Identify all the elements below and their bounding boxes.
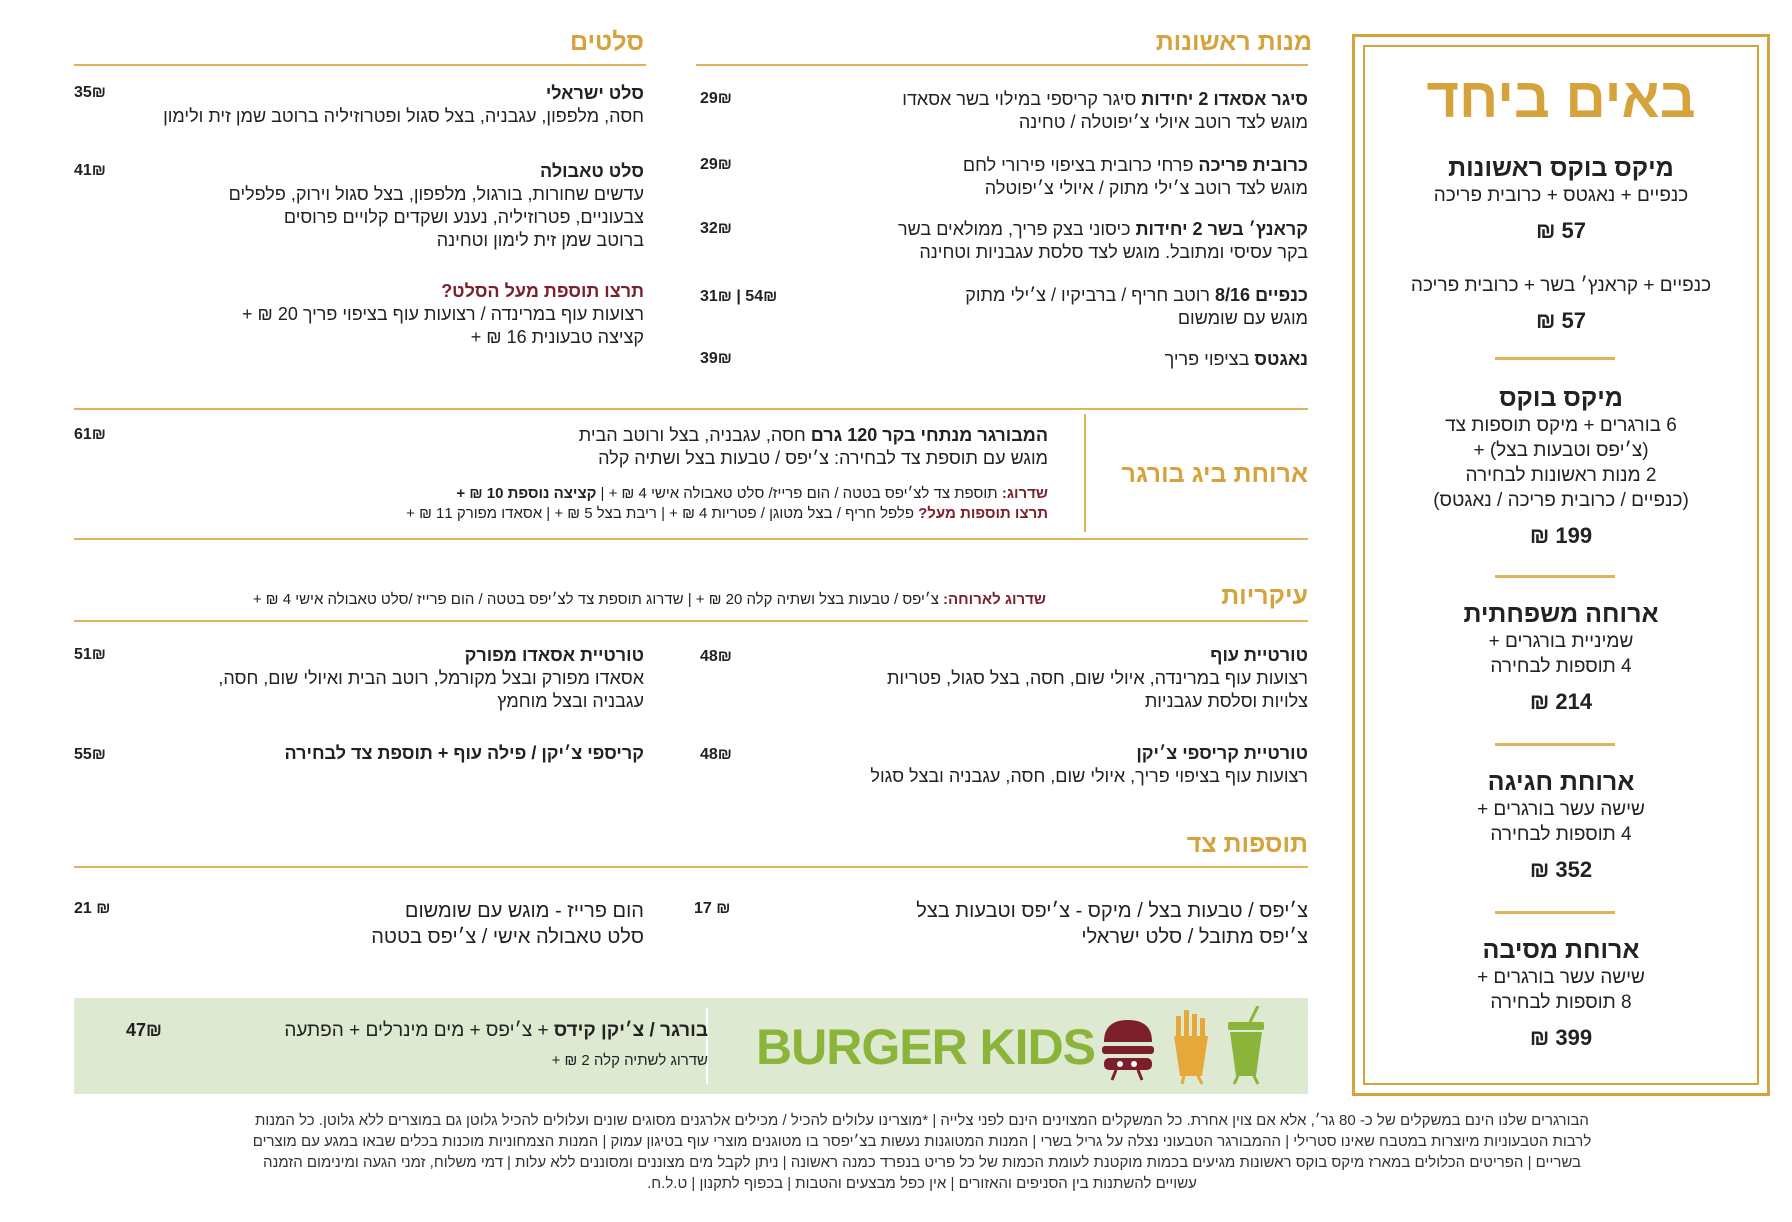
- kids-price: 47₪: [126, 1020, 162, 1040]
- upgrade-text: תוספת צד לצ׳יפס בטטה / הום פרייז/ סלט טאבולה אישי 4 ₪ + |: [596, 485, 1002, 502]
- item-name: קריספי צ׳יקן / פילה עוף + תוספת צד לבחירה: [284, 743, 644, 763]
- item-desc: עגבניה ובצל מוחמץ: [497, 691, 644, 711]
- combo-line: 2 מנות ראשונות לבחירה: [1465, 465, 1657, 486]
- starter-item: [788, 284, 1308, 330]
- salad-item: [84, 82, 644, 128]
- extras-label: תרצו תוספות מעל?: [918, 505, 1048, 522]
- item-price: 29₪: [700, 156, 732, 173]
- kids-offer-rest: + צ׳יפס + מים מינרלים + הפתעה: [284, 1020, 554, 1041]
- combos-title: באים ביחד: [1426, 66, 1696, 129]
- footer-line: בשריים | הפריטים הכלולים במארז מיקס בוקס ראשונות מגיעים בכמות מוקטנת לעומת הכמות של כל פריט בנפרד כמנה ראשונה | ניתן לקבל מים מצוננים ומסוננים ללא עלות | דמי משלוח, זמני הגעה ומינימום הזמנה: [263, 1154, 1581, 1171]
- currency-symbol: ₪: [1529, 689, 1550, 714]
- kids-upgrade: שדרוג לשתיה קלה 2 ₪ +: [551, 1052, 708, 1069]
- item-desc: סיגר קריספי במילוי בשר אסאדו: [902, 89, 1142, 109]
- upgrade-bold: קציצה נוספת 10 ₪ +: [456, 485, 597, 502]
- starter-item: [708, 218, 1308, 264]
- currency-symbol: ₪: [1529, 523, 1550, 548]
- burger-upgrades: [188, 484, 1048, 524]
- burger-top-rule: [74, 408, 1308, 410]
- item-desc: רצועות עוף במרינדה, איולי שום, חסה, בצל סגול, פטריות: [887, 668, 1308, 688]
- footer-line: עשויים להשתנות בין הסניפים והאזורים | אין כפל מבצעים והטבות | בכפוף לתקנון | ט.ל.ח.: [647, 1175, 1197, 1192]
- combo-separator: [1495, 575, 1615, 578]
- item-desc: בקר עסיסי ומתובל. מוגש לצד סלסת עגבניות וטחינה: [919, 242, 1308, 262]
- burger-bottom-rule: [74, 538, 1308, 540]
- main-item: [708, 742, 1308, 788]
- combo-line: 4 תוספות לבחירה: [1490, 824, 1632, 845]
- item-name: טורטיית עוף: [1210, 645, 1308, 665]
- item-name: המבורגר מנתחי בקר 120 גרם: [810, 425, 1048, 445]
- item-desc: חסה, עגבניה, בצל ורוטב הבית: [578, 425, 811, 445]
- starter-item: [708, 154, 1308, 200]
- combo-name: ארוחת חגיגה: [1487, 768, 1635, 796]
- item-desc: צבעוניים, פטרוזיליה, נענע ושקדים קלויים פרוסים: [283, 207, 644, 227]
- item-name: קראנץ׳ בשר 2 יחידות: [1135, 219, 1308, 239]
- item-desc: רצועות עוף בציפוי פריך, איולי שום, חסה, עגבניה ובצל סגול: [870, 766, 1308, 786]
- combo-price-value: 57: [1561, 308, 1587, 333]
- item-desc: בציפוי פריך: [1164, 349, 1255, 369]
- combos-title-block: [1355, 63, 1767, 133]
- item-desc: מוגש לצד רוטב איולי צ׳יפוטלה / טחינה: [1018, 112, 1308, 132]
- burger-heading: ארוחת ביג בורגר: [1121, 460, 1308, 488]
- side-line: צ׳יפס מתובל / סלט ישראלי: [1081, 926, 1308, 948]
- combo-separator: [1495, 743, 1615, 746]
- item-price: 51₪: [74, 646, 106, 663]
- item-price: 48₪: [700, 746, 732, 763]
- combo-line: שמיניית בורגרים +: [1488, 631, 1634, 652]
- kids-banner: [74, 998, 1308, 1094]
- item-name: סלט טאבולה: [540, 161, 644, 181]
- side-line: סלט טאבולה אישי / צ׳יפס בטטה: [371, 926, 644, 948]
- upgrade-text: צ׳יפס / טבעות בצל ושתיה קלה 20 ₪ + | שדרוג תוספת צד לצ׳יפס בטטה / הום פרייז /סלט טאבולה אישי 4 ₪ +: [252, 591, 944, 608]
- mains-upgrade: [66, 590, 1046, 610]
- item-desc: עדשים שחורות, בורגול, מלפפון, בצל סגול וירוק, פלפלים: [228, 184, 644, 204]
- combo-line: כנפיים + נאגטס + כרובית פריכה: [1433, 185, 1689, 206]
- item-desc: מוגש עם שומשום: [1177, 308, 1308, 328]
- combo-line: 4 תוספות לבחירה: [1490, 656, 1632, 677]
- mains-heading: עיקריות: [1221, 582, 1308, 610]
- burger-divider: [1084, 414, 1086, 532]
- sides-right: [708, 898, 1308, 950]
- item-desc: ברוטב שמן זית לימון וטחינה: [436, 230, 644, 250]
- item-price: 41₪: [74, 162, 106, 179]
- main-item: [84, 644, 644, 713]
- sides-left: [84, 898, 644, 950]
- footer-line: הבורגרים שלנו הינם במשקלים של כ- 80 גר׳, אלא אם צוין אחרת. כל המשקלים המצוינים הינם לפני צלייה | *מוצרינו עלולים להכיל / מכילים אלרגנים מסוגים שונים ועלולים להכיל גלוטן גם במוצרים ללא גלוטן. כל המנות: [255, 1112, 1589, 1129]
- combo-item: [1355, 599, 1767, 717]
- combo-item: [1355, 273, 1767, 336]
- item-price: 35₪: [74, 84, 106, 101]
- combo-price: [1355, 216, 1767, 246]
- combo-line: 8 תוספות לבחירה: [1490, 992, 1632, 1013]
- starters-heading: מנות ראשונות: [1155, 28, 1312, 56]
- combo-line: כנפיים + קראנץ׳ בשר + כרובית פריכה: [1410, 275, 1712, 296]
- combo-price: [1355, 855, 1767, 885]
- combo-price: [1355, 687, 1767, 717]
- combo-price-value: 199: [1555, 523, 1593, 548]
- combo-price: [1355, 521, 1767, 551]
- item-name: טורטיית קריספי צ׳יקן: [1136, 743, 1308, 763]
- item-name: סיגר אסאדו 2 יחידות: [1141, 89, 1308, 109]
- item-price: 31₪ | 54₪: [700, 288, 778, 305]
- starters-rule: [696, 64, 1308, 66]
- combo-line: 6 בורגרים + מיקס תוספות צד: [1445, 415, 1677, 436]
- sides-heading: תוספות צד: [1186, 830, 1308, 858]
- sides-rule: [74, 866, 1308, 868]
- combos-frame: [1352, 34, 1770, 1096]
- mains-rule: [74, 620, 1308, 622]
- combo-name: מיקס בוקס ראשונות: [1448, 154, 1674, 182]
- upgrade-label: שדרוג:: [1001, 485, 1048, 502]
- item-desc: מוגש עם תוספת צד לבחירה: צ׳יפס / טבעות בצל ושתיה קלה: [598, 448, 1048, 468]
- kids-offer-name: בורגר / צ׳יקן קידס: [553, 1020, 708, 1041]
- item-desc: צלויות וסלסת עגבניות: [1144, 691, 1308, 711]
- combo-item: [1355, 935, 1767, 1053]
- combo-item: [1355, 767, 1767, 885]
- item-price: 48₪: [700, 648, 732, 665]
- combo-separator: [1495, 357, 1615, 360]
- footer-line: לרבות הטבעוניות מיוצרות במטבח שאינו סטרילי | ההמבורגר הטבעוני נצלה על גריל בשרי | המנות המטוגנות נעשות בצ׳יפסר בו מטוגנים מוצרי עוף בטיגון עמוק | המנות הצמחוניות מוכנות בכלים שבאו במגע עם מוצרים: [252, 1133, 1592, 1150]
- item-name: סלט ישראלי: [545, 83, 644, 103]
- kids-logo: BURGER KIDS: [756, 1019, 1096, 1075]
- currency-symbol: ₪: [1529, 1025, 1550, 1050]
- combo-price-value: 214: [1555, 689, 1593, 714]
- combo-item: [1355, 153, 1767, 246]
- kids-illustration: [1096, 1006, 1296, 1088]
- currency-symbol: ₪: [1535, 218, 1556, 243]
- side-line: הום פרייז - מוגש עם שומשום: [404, 900, 644, 922]
- combo-separator: [1495, 911, 1615, 914]
- combo-item: [1355, 383, 1767, 551]
- item-name: כנפיים 8/16: [1215, 285, 1308, 305]
- item-desc: חסה, מלפפון, עגבניה, בצל סגול ופטרוזיליה ברוטב שמן זית ולימון: [163, 106, 644, 126]
- combo-line: שישה עשר בורגרים +: [1477, 967, 1645, 988]
- burger-item: [428, 424, 1048, 470]
- drink-icon: [1228, 1006, 1264, 1084]
- salad-item: [84, 160, 644, 252]
- salads-heading: סלטים: [570, 28, 644, 56]
- combo-name: מיקס בוקס: [1499, 384, 1623, 412]
- item-desc: מוגש לצד רוטב צ׳ילי מתוק / איולי צ׳יפוטלה: [984, 178, 1308, 198]
- combo-line: (צ׳יפס וטבעות בצל) +: [1473, 440, 1649, 461]
- item-price: 39₪: [700, 350, 732, 367]
- burger-icon: [1102, 1020, 1154, 1080]
- combo-line: שישה עשר בורגרים +: [1477, 799, 1645, 820]
- salad-addon: [84, 280, 644, 349]
- salads-rule: [74, 64, 646, 66]
- item-price: 17 ₪: [694, 900, 731, 917]
- item-desc: פרחי כרובית בציפוי פירורי לחם: [962, 155, 1199, 175]
- extras-text: פלפל חריף / בצל מטוגן / פטריות 4 ₪ + | ריבת בצל 5 ₪ + | אסאדו מפורק 11 ₪ +: [406, 505, 919, 522]
- fries-icon: [1174, 1010, 1208, 1084]
- main-item: [84, 742, 644, 765]
- addon-title: תרצו תוספת מעל הסלט?: [441, 281, 644, 301]
- item-desc: רוטב חריף / ברביקיו / צ׳ילי מתוק: [965, 285, 1216, 305]
- starter-item: [788, 348, 1308, 371]
- currency-symbol: ₪: [1529, 857, 1550, 882]
- addon-line: רצועות עוף במרינדה / רצועות עוף בציפוי פריך 20 ₪ +: [242, 304, 644, 324]
- combo-price: [1355, 306, 1767, 336]
- kids-offer: [284, 1020, 708, 1042]
- item-name: כרובית פריכה: [1198, 155, 1308, 175]
- currency-symbol: ₪: [1535, 308, 1556, 333]
- combo-name: ארוחת מסיבה: [1482, 936, 1640, 964]
- upgrade-label: שדרוג לארוחה:: [943, 591, 1046, 608]
- combo-name: ארוחה משפחתית: [1463, 600, 1659, 628]
- combo-price: [1355, 1023, 1767, 1053]
- footer-disclaimer: [74, 1110, 1770, 1194]
- side-line: צ׳יפס / טבעות בצל / מיקס - צ׳יפס וטבעות בצל: [916, 900, 1308, 922]
- item-price: 61₪: [74, 426, 106, 443]
- item-name: טורטיית אסאדו מפורק: [464, 645, 644, 665]
- item-price: 29₪: [700, 90, 732, 107]
- combo-price-value: 352: [1555, 857, 1593, 882]
- combo-price-value: 57: [1561, 218, 1587, 243]
- item-price: 32₪: [700, 220, 732, 237]
- starter-item: [708, 88, 1308, 134]
- item-price: 55₪: [74, 746, 106, 763]
- item-desc: כיסוני בצק פריך, ממולאים בשר: [898, 219, 1136, 239]
- item-name: נאגטס: [1254, 349, 1308, 369]
- combo-line: (כנפיים / כרובית פריכה / נאגטס): [1433, 490, 1689, 511]
- main-item: [708, 644, 1308, 713]
- combo-price-value: 399: [1555, 1025, 1593, 1050]
- item-desc: אסאדו מפורק ובצל מקורמל, רוטב הבית ואיולי שום, חסה,: [218, 668, 644, 688]
- addon-line: קציצה טבעונית 16 ₪ +: [470, 327, 644, 347]
- item-price: 21 ₪: [74, 900, 111, 917]
